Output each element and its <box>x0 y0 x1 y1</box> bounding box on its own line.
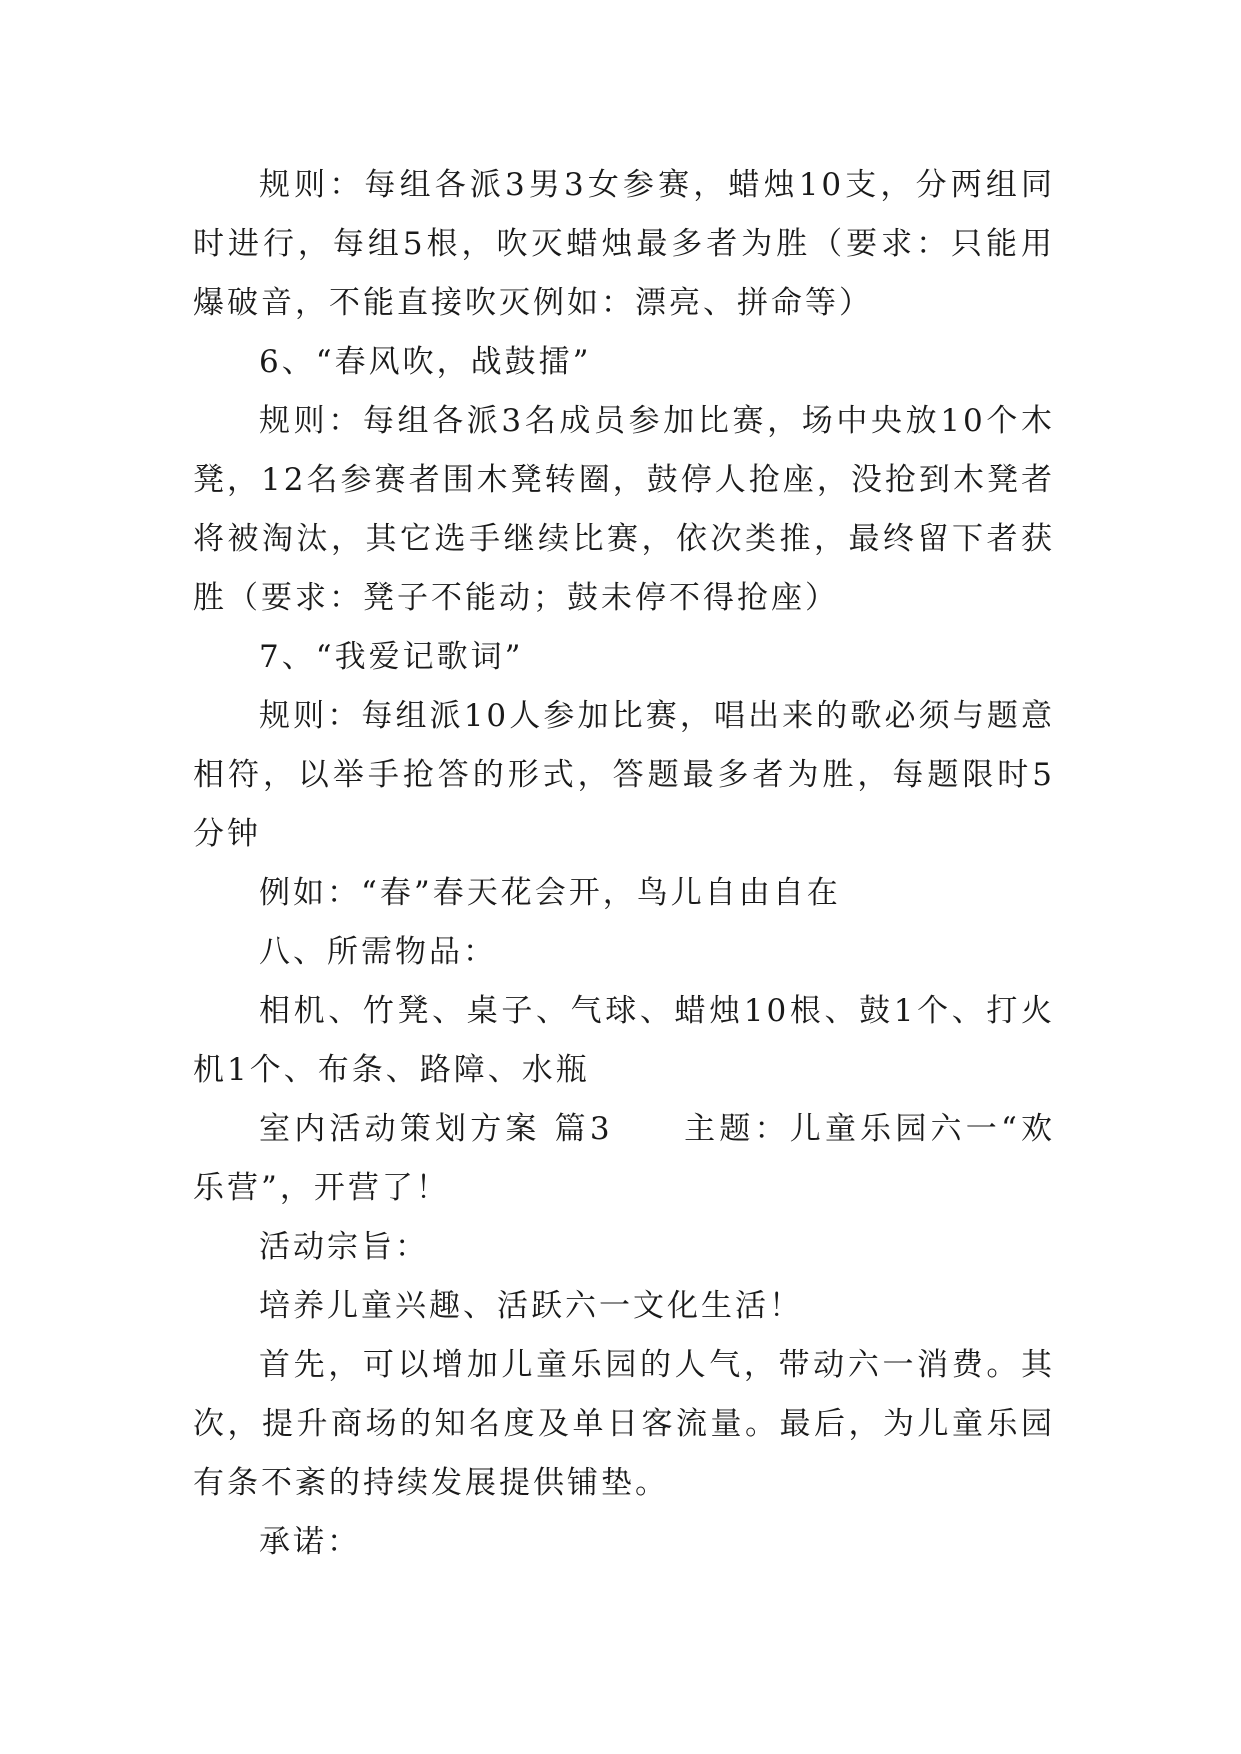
rule-candle-paragraph: 规则：每组各派3男3女参赛，蜡烛10支，分两组同时进行，每组5根，吹灭蜡烛最多者为胜（要求：只能用爆破音，不能直接吹灭例如：漂亮、拼命等） <box>193 167 1055 321</box>
rule-lyrics-paragraph: 规则：每组派10人参加比赛，唱出来的歌必须与题意相符，以举手抢答的形式，答题最多者为胜，每题限时5分钟 <box>193 698 1055 852</box>
item-6-heading: 6、“春风吹，战鼓擂” <box>259 344 592 380</box>
promise-heading: 承诺： <box>259 1524 361 1560</box>
purpose-heading: 活动宗旨： <box>259 1229 429 1265</box>
example-paragraph: 例如：“春”春天花会开，鸟儿自由自在 <box>259 875 841 911</box>
rule-stool-paragraph: 规则：每组各派3名成员参加比赛，场中央放10个木凳，12名参赛者围木凳转圈，鼓停人抢座，没抢到木凳者将被淘汰，其它选手继续比赛，依次类推，最终留下者获胜（要求：凳子不能动；鼓未停不得抢座） <box>193 403 1055 616</box>
purpose-line: 培养儿童兴趣、活跃六一文化生活！ <box>259 1288 803 1324</box>
items-list-paragraph: 相机、竹凳、桌子、气球、蜡烛10根、鼓1个、打火机1个、布条、路障、水瓶 <box>193 993 1055 1088</box>
item-7-heading: 7、“我爱记歌词” <box>259 639 524 675</box>
plan-3-theme-paragraph: 室内活动策划方案 篇3 主题：儿童乐园六一“欢乐营”，开营了！ <box>193 1111 1055 1206</box>
benefits-paragraph: 首先，可以增加儿童乐园的人气，带动六一消费。其次，提升商场的知名度及单日客流量。最后，为儿童乐园有条不紊的持续发展提供铺垫。 <box>193 1347 1055 1501</box>
document-body <box>193 156 1055 1572</box>
section-8-heading: 八、所需物品： <box>259 934 497 970</box>
